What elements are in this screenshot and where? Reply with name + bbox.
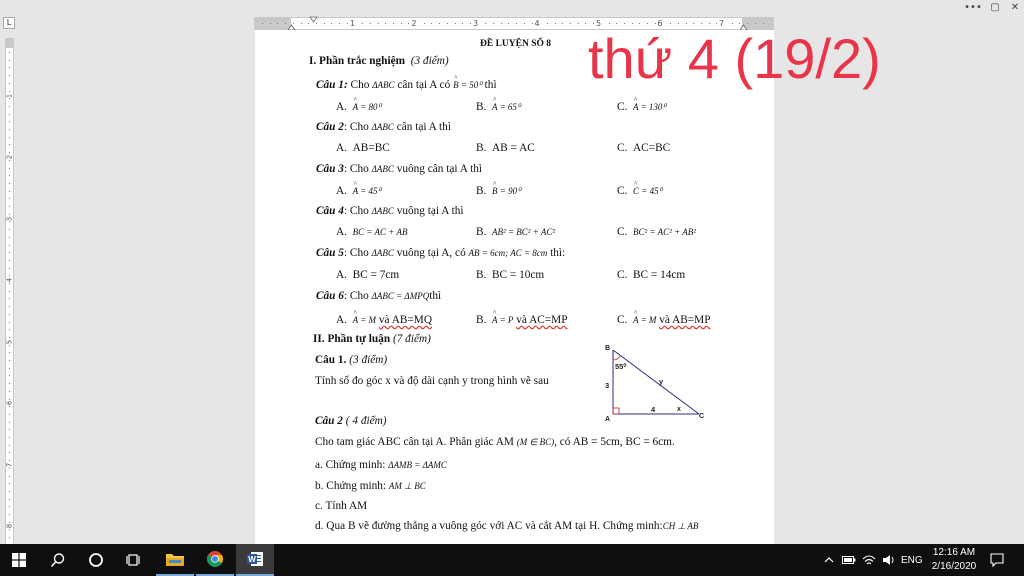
essay-2-item-d: d. Qua B vẽ đường thẳng a vuông góc với AC và cắt AM tại H. Chứng minh:CH ⊥ AB [315, 520, 699, 532]
essay-1-points: (3 điểm) [349, 354, 388, 366]
ruler-tick [9, 175, 10, 176]
ruler-tick [9, 91, 10, 92]
triangle-figure [601, 342, 711, 424]
search-icon [50, 552, 66, 568]
angle-b-label: 55⁰ [615, 362, 627, 371]
option-c: C. BC² = AC² + AB² [617, 226, 696, 238]
section2-points: (7 điểm) [392, 333, 431, 345]
start-button[interactable] [0, 544, 38, 576]
taskbar [0, 544, 1024, 576]
ruler-tick [570, 23, 571, 24]
question-5 [316, 247, 565, 259]
ruler-tick [9, 198, 10, 199]
clock[interactable] [926, 546, 982, 574]
ruler-tick [455, 23, 456, 24]
ruler-number: 7 [718, 19, 725, 28]
ruler-tick [9, 522, 10, 523]
ruler-tick [9, 383, 10, 384]
ruler-tick [9, 468, 10, 469]
ruler-tick [9, 322, 10, 323]
ruler-tick [9, 106, 10, 107]
section2-title: II. Phần tự luận [313, 333, 391, 345]
essay-1-text: Tính số đo góc x và độ dài cạnh y trong hình vẽ sau [315, 375, 549, 387]
question-math: ΔABC = ΔMPQ [371, 291, 430, 301]
ruler-tick [9, 537, 10, 538]
question-label: Câu 2 [316, 121, 344, 133]
angle-c-label: x [677, 406, 681, 413]
question-math: ΔABC [371, 206, 394, 216]
speaker-icon [882, 554, 896, 566]
ruler-tick [408, 23, 409, 24]
ruler-tick [639, 23, 640, 24]
question-text: : Cho [343, 247, 369, 259]
question-6 [316, 290, 441, 302]
question-text: : Cho [343, 290, 369, 302]
ruler-tick [686, 23, 687, 24]
clock-date: 2/16/2020 [931, 561, 977, 572]
window-title-strip [0, 0, 1024, 16]
ruler-tick [655, 23, 656, 24]
ruler-tick [339, 23, 340, 24]
section2-heading [313, 333, 431, 345]
option-c: C. BC = 14cm [617, 269, 686, 281]
ruler-tick [431, 23, 432, 24]
ruler-tick [9, 329, 10, 330]
essay-2-item-b: b. Chứng minh: AM ⊥ BC [315, 480, 426, 492]
section1-points: (3 điểm) [410, 55, 449, 67]
ruler-tick [763, 23, 764, 24]
ruler-tick [9, 514, 10, 515]
ruler-number: 2 [411, 19, 417, 28]
ruler-tick [9, 221, 10, 222]
cortana-circle-icon [88, 552, 104, 568]
ruler-tick [9, 260, 10, 261]
ruler-tick [9, 429, 10, 430]
ruler-tick [9, 121, 10, 122]
question-text: cân tại A có [397, 79, 451, 91]
ruler-tick [447, 23, 448, 24]
ruler-number: 3 [5, 216, 14, 221]
task-view-button[interactable] [116, 544, 152, 576]
question-math: ΔABC [371, 248, 394, 258]
ruler-tick [632, 23, 633, 24]
question-math: ΔABC [371, 164, 394, 174]
ruler-tick [532, 23, 533, 24]
first-line-indent-icon[interactable] [310, 17, 317, 23]
restore-icon-button[interactable]: ▢ [990, 2, 1000, 13]
ruler-tick [270, 23, 271, 24]
option-b: B. AB = AC [476, 142, 535, 154]
ruler-tick [9, 60, 10, 61]
ruler-tick [9, 391, 10, 392]
ruler-tick [9, 67, 10, 68]
chrome-icon [206, 550, 224, 568]
essay-2-points: ( 4 điểm) [345, 415, 387, 427]
taskbar-app-chrome[interactable] [196, 544, 234, 576]
ruler-number: 1 [5, 93, 14, 98]
ruler-tick [9, 368, 10, 369]
battery-button[interactable] [842, 544, 856, 576]
ruler-tick [693, 23, 694, 24]
ruler-tick [9, 414, 10, 415]
ruler-tick [624, 23, 625, 24]
ruler-tick [9, 283, 10, 284]
ruler-tick [647, 23, 648, 24]
ruler-tick [9, 406, 10, 407]
option-c: C. AC=BC [617, 142, 671, 154]
ruler-number: 2 [5, 154, 14, 160]
vertex-b-label: B [605, 345, 611, 352]
ruler-tick [401, 23, 402, 24]
search-button[interactable] [40, 544, 76, 576]
ruler-tick [301, 23, 302, 24]
ruler-tick [316, 23, 317, 24]
tab-selector-button[interactable]: L [3, 17, 15, 29]
ruler-number: 3 [472, 19, 479, 28]
section1-heading [309, 55, 449, 67]
side-bc-label: y [659, 377, 664, 386]
ruler-tick [9, 437, 10, 438]
close-button[interactable]: ✕ [1010, 2, 1020, 13]
ruler-tick [585, 23, 586, 24]
essay-2-item-c: c. Tính AM [315, 500, 368, 512]
language-indicator[interactable]: ENG [901, 554, 923, 566]
ruler-tick [362, 23, 363, 24]
ruler-tick [9, 476, 10, 477]
option-a: A. ^ A = M và AB=MQ [336, 314, 432, 326]
ruler-tick [9, 168, 10, 169]
ruler-tick [616, 23, 617, 24]
ruler-tick [9, 237, 10, 238]
ruler-tick [424, 23, 425, 24]
question-1 [316, 79, 497, 91]
ruler-tick [9, 152, 10, 153]
section1-title: I. Phần trắc nghiệm [309, 55, 406, 67]
ruler-tick [9, 75, 10, 76]
ruler-tick [678, 23, 679, 24]
ruler-tick [9, 275, 10, 276]
taskbar-app-file-explorer[interactable] [156, 544, 194, 576]
ruler-tick [9, 399, 10, 400]
question-text: : Cho [343, 121, 369, 133]
ruler-tick [9, 144, 10, 145]
question-label: Câu 5 [316, 247, 344, 259]
question-math: ΔABC [371, 122, 394, 132]
question-text: Cho [350, 79, 370, 91]
ruler-tick [393, 23, 394, 24]
ruler-tick [9, 137, 10, 138]
ruler-tick [439, 23, 440, 24]
ruler-tick [308, 23, 309, 24]
ruler-tick [9, 245, 10, 246]
ruler-tick [9, 506, 10, 507]
ruler-top-margin [6, 38, 13, 48]
ruler-tick [9, 452, 10, 453]
ruler-tick [9, 268, 10, 269]
option-b: B. BC = 10cm [476, 269, 545, 281]
more-options-button[interactable]: ••• [964, 2, 982, 13]
network-button[interactable] [862, 544, 876, 576]
clock-time: 12:16 AM [932, 547, 976, 558]
ruler-tick [9, 183, 10, 184]
taskbar-app-word[interactable] [236, 544, 274, 576]
ruler-tick [385, 23, 386, 24]
ruler-tick [493, 23, 494, 24]
action-center-icon [990, 553, 1004, 567]
essay-2-label: Câu 2 [315, 415, 343, 427]
task-view-icon [126, 553, 142, 567]
question-label: Câu 1: [316, 79, 348, 91]
option-b: B. AB² = BC² + AC² [476, 226, 556, 238]
ruler-tick [9, 129, 10, 130]
ruler-tick [9, 375, 10, 376]
option-c: C. ^ A = M và AB=MP [617, 314, 711, 326]
ruler-tick [262, 23, 263, 24]
ruler-tick [732, 23, 733, 24]
question-text: : Cho [343, 205, 369, 217]
question-text: vuông tại A thì [396, 205, 464, 217]
word-icon [246, 550, 264, 568]
option-a: A. BC = AC + AB [336, 226, 408, 238]
word-letter: W [248, 555, 256, 564]
question-math: ΔABC [372, 80, 395, 90]
option-a: A. ^ A = 45⁰ [336, 185, 381, 197]
question-text: cân tại A thì [396, 121, 451, 133]
ruler-tick [277, 23, 278, 24]
document-title: ĐỀ LUYỆN SỐ 8 [480, 39, 551, 49]
ruler-tick [324, 23, 325, 24]
ruler-tick [370, 23, 371, 24]
document-page[interactable] [255, 27, 881, 544]
ruler-tick [716, 23, 717, 24]
wifi-icon [862, 554, 876, 566]
question-3 [316, 163, 482, 175]
question-math: ^ B = 50⁰ [453, 80, 482, 91]
ruler-tick [9, 206, 10, 207]
ruler-tick [9, 252, 10, 253]
ruler-tick [9, 314, 10, 315]
question-text: thì [484, 79, 497, 91]
question-text: vuông tại A, có [396, 247, 466, 259]
ruler-tick [9, 499, 10, 500]
question-label: Câu 4 [316, 205, 344, 217]
ruler-number: 5 [595, 19, 602, 28]
ruler-tick [9, 291, 10, 292]
essay-1-heading [315, 354, 387, 366]
ruler-tick [331, 23, 332, 24]
side-ab-label: 3 [605, 381, 610, 390]
ruler-tick [9, 445, 10, 446]
ruler-tick [547, 23, 548, 24]
option-b: B. ^ A = 65⁰ [476, 101, 521, 113]
vertex-a-label: A [605, 416, 611, 423]
ruler-tick [9, 214, 10, 215]
option-b: B. ^ A = P và AC=MP [476, 314, 568, 326]
essay-1-label: Câu 1. [315, 354, 347, 366]
ruler-tick [670, 23, 671, 24]
question-4 [316, 205, 464, 217]
chevron-up-icon [824, 557, 834, 563]
side-ac-label: 4 [651, 405, 656, 414]
ruler-tick [9, 52, 10, 53]
ruler-number: 6 [657, 19, 663, 28]
ruler-tick [508, 23, 509, 24]
ruler-number: 8 [5, 523, 14, 529]
essay-2-intro: Cho tam giác ABC cân tại A. Phân giác AM (M ∈ BC), có AB = 5cm, BC = 6cm. [315, 436, 675, 448]
question-label: Câu 6 [316, 290, 344, 302]
ruler-tick [701, 23, 702, 24]
ruler-tick [555, 23, 556, 24]
ruler-tick [378, 23, 379, 24]
essay-2-item-a: a. Chứng minh: ΔAMB = ΔAMC [315, 459, 447, 471]
ruler-number: 7 [5, 462, 14, 467]
ruler-tick [562, 23, 563, 24]
ruler-tick [9, 483, 10, 484]
cortana-button[interactable] [78, 544, 114, 576]
notifications-button[interactable] [990, 544, 1004, 576]
ruler-number: 4 [534, 19, 540, 28]
file-explorer-icon [165, 551, 185, 567]
question-text: thì: [550, 247, 566, 259]
option-a: A. ^ A = 80⁰ [336, 101, 381, 113]
ruler-tick [462, 23, 463, 24]
ruler-tick [9, 460, 10, 461]
ruler-tick [9, 491, 10, 492]
show-hidden-icons-button[interactable] [824, 544, 834, 576]
battery-icon [842, 556, 856, 564]
ruler-tick [709, 23, 710, 24]
ruler-tick [285, 23, 286, 24]
ruler-tick [9, 83, 10, 84]
volume-button[interactable] [882, 544, 896, 576]
ruler-tick [470, 23, 471, 24]
ruler-number: 4 [5, 277, 14, 283]
ruler-tick [609, 23, 610, 24]
ruler-tick [9, 345, 10, 346]
ruler-tick [347, 23, 348, 24]
ruler-tick [755, 23, 756, 24]
handwritten-annotation: thứ 4 (19/2) [588, 27, 881, 90]
windows-logo-icon [12, 553, 26, 567]
ruler-tick [578, 23, 579, 24]
ruler-tick [9, 98, 10, 99]
ruler-number: 6 [5, 400, 14, 406]
option-a: A. BC = 7cm [336, 269, 400, 281]
ruler-tick [593, 23, 594, 24]
option-c: C. ^ A = 130⁰ [617, 101, 666, 113]
option-b: B. ^ B = 90⁰ [476, 185, 521, 197]
vertical-ruler[interactable] [5, 38, 14, 544]
question-math: AB = 6cm; AC = 8cm [468, 248, 548, 258]
ruler-tick [9, 529, 10, 530]
ruler-tick [747, 23, 748, 24]
ruler-tick [9, 191, 10, 192]
question-text: : Cho [343, 163, 369, 175]
ruler-tick [516, 23, 517, 24]
question-text: thì [429, 290, 442, 302]
option-c: C. ^ C = 45⁰ [617, 185, 662, 197]
question-label: Câu 3 [316, 163, 344, 175]
ruler-tick [9, 352, 10, 353]
ruler-number: 1 [349, 19, 356, 28]
option-a: A. AB=BC [336, 142, 390, 154]
ruler-tick [9, 422, 10, 423]
ruler-tick [485, 23, 486, 24]
ruler-number: 5 [5, 339, 14, 344]
ruler-tick [9, 298, 10, 299]
ruler-tick [9, 114, 10, 115]
ruler-tick [524, 23, 525, 24]
vertex-c-label: C [699, 413, 705, 420]
ruler-tick [9, 306, 10, 307]
ruler-tick [501, 23, 502, 24]
essay-2-heading [315, 415, 387, 427]
ruler-tick [9, 360, 10, 361]
ruler-tick [9, 160, 10, 161]
ruler-tick [9, 229, 10, 230]
question-2 [316, 121, 451, 133]
ruler-tick [9, 337, 10, 338]
question-text: vuông cân tại A thì [396, 163, 483, 175]
